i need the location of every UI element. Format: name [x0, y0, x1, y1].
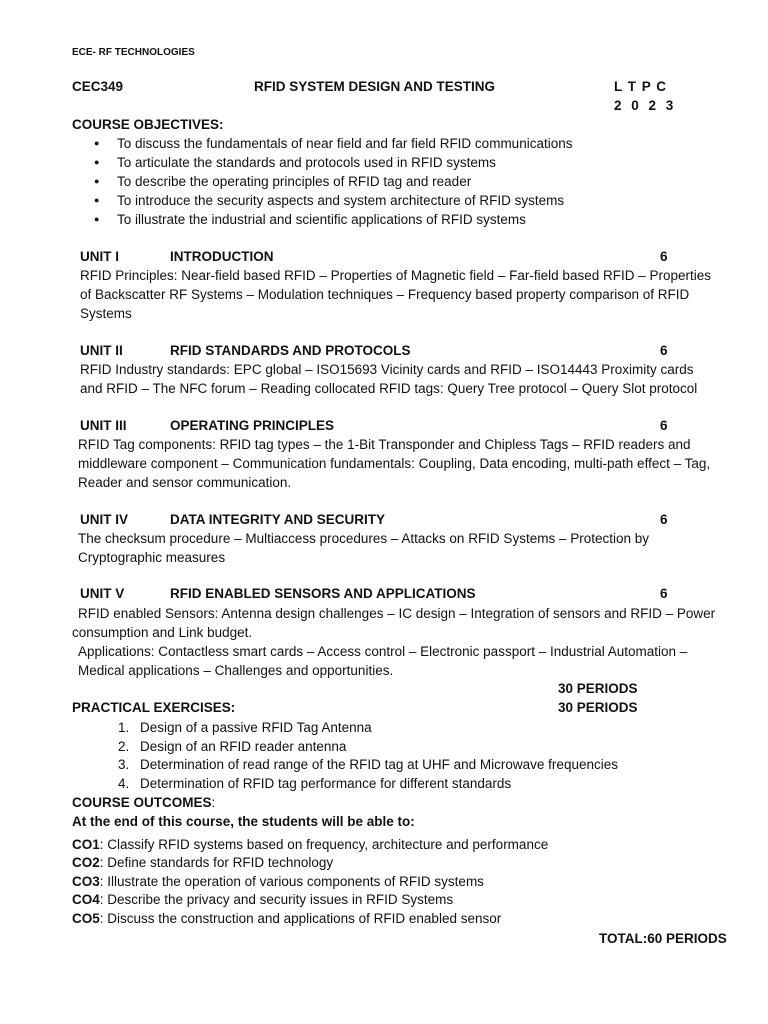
content-line: RFID Principles: Near-field based RFID – Properties of Magnetic field – Far-field based RFID – Properties — [80, 268, 711, 283]
practical-list — [118, 719, 618, 793]
outcome-item — [72, 836, 548, 854]
outcome-text: : Describe the privacy and security issues in RFID Systems — [99, 892, 454, 907]
content-line: middleware component – Communication fundamentals: Coupling, Data encoding, multi-path effect – Tag, — [78, 456, 711, 471]
objectives-heading: COURSE OBJECTIVES: — [72, 117, 224, 132]
outcome-item — [72, 873, 484, 891]
outcome-code: CO3 — [72, 874, 100, 889]
content-line: consumption and Link budget. — [72, 625, 253, 640]
unit-heading — [80, 512, 680, 528]
item-number: 4. — [118, 775, 130, 791]
content-line: and RFID – The NFC forum – Reading collocated RFID tags: Query Tree protocol – Query Slot protocol — [80, 381, 698, 396]
outcome-item — [72, 891, 453, 909]
item-number: 3. — [118, 757, 130, 772]
unit-hours: 6 — [660, 343, 668, 358]
unit-number: UNIT III — [80, 418, 127, 433]
unit-title: INTRODUCTION — [170, 249, 274, 264]
item-number: 1. — [118, 720, 130, 735]
unit-number: UNIT IV — [80, 512, 129, 527]
objective-item: ● To articulate the standards and protocols used in RFID systems — [92, 153, 572, 172]
practical-item — [118, 738, 618, 757]
unit-number: UNIT II — [80, 343, 123, 358]
unit-title: RFID STANDARDS AND PROTOCOLS — [170, 343, 411, 358]
unit-content — [78, 529, 732, 567]
unit-hours: 6 — [660, 249, 668, 264]
unit-content — [72, 604, 715, 680]
unit-hours: 6 — [660, 418, 668, 433]
unit-heading — [80, 343, 680, 359]
objective-item: ● To describe the operating principles of RFID tag and reader — [92, 172, 572, 191]
objective-item: ● To discuss the fundamentals of near field and far field RFID communications — [92, 134, 572, 153]
content-line: of Backscatter RF Systems – Modulation techniques – Frequency based property comparison of RFID — [80, 287, 690, 302]
unit-content — [78, 435, 732, 492]
objective-item: ● To introduce the security aspects and system architecture of RFID systems — [92, 191, 572, 210]
outcome-code: CO2 — [72, 855, 100, 870]
content-line: Medical applications – Challenges and opportunities. — [78, 663, 394, 678]
practical-item — [118, 775, 618, 794]
practical-item — [118, 756, 618, 775]
outcome-text: : Illustrate the operation of various components of RFID systems — [99, 874, 484, 889]
objectives-list — [92, 134, 572, 229]
unit-title: DATA INTEGRITY AND SECURITY — [170, 512, 386, 527]
outcomes-colon: : — [211, 795, 216, 810]
outcome-code: CO5 — [72, 911, 100, 926]
item-text: Determination of RFID tag performance for different standards — [140, 775, 512, 791]
unit-content — [80, 266, 711, 323]
outcome-code: CO4 — [72, 892, 100, 907]
ltpc-values: 2 0 2 3 — [614, 98, 677, 113]
item-text: Determination of read range of the RFID tag at UHF and Microwave frequencies — [140, 757, 618, 772]
unit-number: UNIT I — [80, 249, 119, 264]
outcome-text: : Define standards for RFID technology — [99, 855, 334, 870]
outcome-text: : Discuss the construction and applications of RFID enabled sensor — [99, 911, 502, 926]
practical-heading: PRACTICAL EXERCISES: — [72, 700, 236, 715]
practical-item — [118, 719, 618, 738]
item-text: Design of a passive RFID Tag Antenna — [140, 720, 372, 735]
content-line: RFID enabled Sensors: Antenna design challenges – IC design – Integration of sensors and RFID – Power — [78, 606, 716, 621]
unit-title: RFID ENABLED SENSORS AND APPLICATIONS — [170, 586, 476, 601]
outcomes-heading-row — [72, 795, 215, 811]
outcome-item — [72, 854, 333, 872]
outcome-item — [72, 910, 501, 928]
course-code: CEC349 — [72, 79, 124, 94]
content-line: Systems — [80, 306, 132, 321]
outcomes-intro: At the end of this course, the students will be able to: — [72, 814, 415, 829]
objective-item: ● To illustrate the industrial and scientific applications of RFID systems — [92, 210, 572, 229]
theory-periods: 30 PERIODS — [558, 681, 638, 696]
content-line: Applications: Contactless smart cards – Access control – Electronic passport – Industrial Automation – — [78, 644, 688, 659]
unit-title: OPERATING PRINCIPLES — [170, 418, 335, 433]
content-line: RFID Tag components: RFID tag types – the 1-Bit Transponder and Chipless Tags – RFID readers and — [78, 437, 691, 452]
course-title: RFID SYSTEM DESIGN AND TESTING — [254, 79, 496, 94]
content-line: The checksum procedure – Multiaccess procedures – Attacks on RFID Systems – Protection by — [78, 531, 649, 546]
unit-number: UNIT V — [80, 586, 125, 601]
item-text: Design of an RFID reader antenna — [140, 738, 347, 754]
practical-periods: 30 PERIODS — [558, 700, 638, 715]
unit-heading — [80, 418, 680, 434]
outcomes-heading: COURSE OUTCOMES — [72, 795, 212, 810]
content-line: RFID Industry standards: EPC global – ISO15693 Vicinity cards and RFID – ISO14443 Proximity cards — [80, 362, 694, 377]
total-periods: TOTAL:60 PERIODS — [599, 931, 727, 946]
outcome-code: CO1 — [72, 837, 100, 852]
unit-hours: 6 — [660, 586, 668, 601]
unit-heading — [80, 249, 680, 265]
unit-hours: 6 — [660, 512, 668, 527]
item-number: 2. — [118, 738, 130, 754]
outcome-text: : Classify RFID systems based on frequency, architecture and performance — [99, 837, 549, 852]
unit-content — [80, 360, 697, 398]
content-line: Reader and sensor communication. — [78, 475, 292, 490]
content-line: Cryptographic measures — [78, 550, 226, 565]
department-header: ECE- RF TECHNOLOGIES — [72, 47, 195, 58]
ltpc-label: L T P C — [614, 79, 668, 94]
unit-heading — [80, 586, 680, 602]
